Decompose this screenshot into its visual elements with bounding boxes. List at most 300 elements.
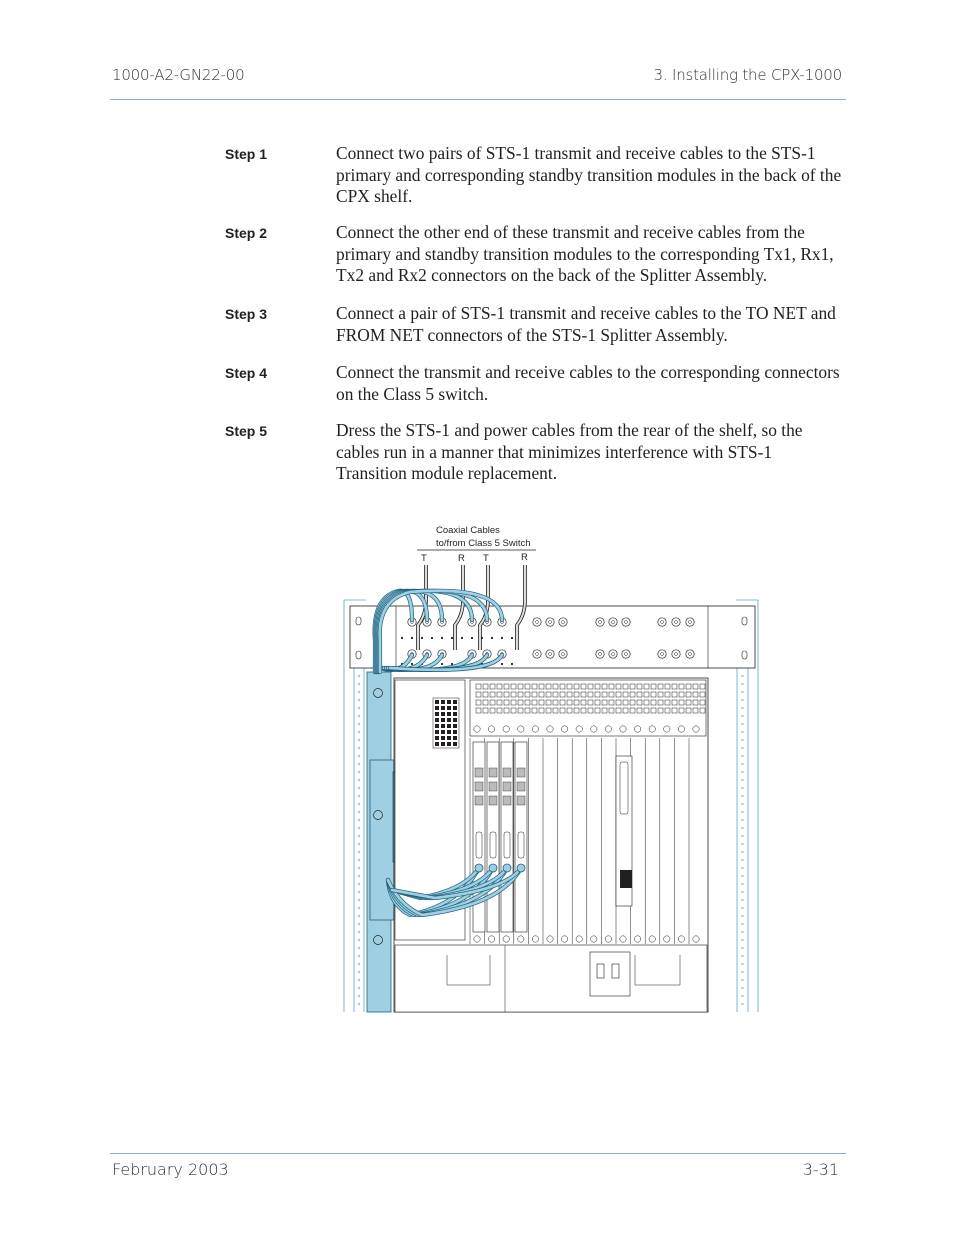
rail-hole (358, 723, 360, 725)
rail-hole (358, 915, 360, 917)
cable-end (503, 864, 511, 872)
vent-cell (609, 692, 614, 697)
panel-screw (491, 637, 493, 639)
vent-cell (658, 700, 663, 705)
rail-hole (358, 1003, 360, 1005)
rail-hole (742, 915, 744, 917)
rail-hole (742, 787, 744, 789)
vent-cell (504, 708, 509, 713)
slot-indicator (488, 726, 494, 732)
vent-cell (525, 684, 530, 689)
rail-hole (358, 891, 360, 893)
rail-hole (742, 691, 744, 693)
vent-cell (490, 684, 495, 689)
slot-indicator (620, 726, 626, 732)
vent-cell (539, 684, 544, 689)
vent-cell (651, 708, 656, 713)
vent-cell (483, 692, 488, 697)
vent-cell (679, 684, 684, 689)
grille-cell (435, 730, 439, 734)
grille-cell (453, 718, 457, 722)
slot-indicator (634, 936, 640, 942)
slot-indicator (561, 936, 567, 942)
grille-cell (441, 700, 445, 704)
rail-hole (742, 683, 744, 685)
vent-cell (518, 700, 523, 705)
vent-cell (609, 708, 614, 713)
rail-hole (358, 883, 360, 885)
rail-hole (358, 859, 360, 861)
rail-hole (742, 875, 744, 877)
vent-cell (644, 684, 649, 689)
vent-cell (553, 692, 558, 697)
vent-cell (567, 700, 572, 705)
panel-screw (461, 637, 463, 639)
grille-cell (447, 742, 451, 746)
module-port (503, 782, 511, 791)
rail-hole (358, 779, 360, 781)
vent-cell (532, 708, 537, 713)
rail-hole (742, 675, 744, 677)
vent-cell (511, 684, 516, 689)
vent-cell (511, 692, 516, 697)
rail-hole (742, 747, 744, 749)
grille-cell (453, 712, 457, 716)
module-port (517, 782, 525, 791)
vent-cell (693, 708, 698, 713)
vent-cell (630, 700, 635, 705)
panel-screw (411, 637, 413, 639)
grille-cell (441, 712, 445, 716)
grille-cell (441, 706, 445, 710)
rail-hole (742, 843, 744, 845)
header-chapter-title: 3. Installing the CPX-1000 (653, 66, 842, 84)
rail-hole (742, 939, 744, 941)
vent-cell (588, 700, 593, 705)
step-text: Connect a pair of STS-1 transmit and receive cables to the TO NET and FROM NET connectors of the STS-1 Splitter Assembly. (336, 303, 836, 345)
vent-cell (518, 708, 523, 713)
rail-hole (742, 779, 744, 781)
module-port (517, 768, 525, 777)
grille-cell (447, 712, 451, 716)
vent-cell (490, 708, 495, 713)
step-label: Step 5 (225, 423, 268, 439)
rail-hole (358, 867, 360, 869)
vent-cell (567, 708, 572, 713)
panel-screw (451, 637, 453, 639)
rail-hole (742, 763, 744, 765)
vent-cell (574, 700, 579, 705)
vent-cell (560, 684, 565, 689)
vent-cell (483, 684, 488, 689)
grille-cell (447, 706, 451, 710)
vent-cell (623, 700, 628, 705)
vent-cell (581, 692, 586, 697)
rail-hole (742, 731, 744, 733)
bnc-connector (546, 618, 554, 626)
panel-screw (441, 663, 443, 665)
vent-cell (630, 692, 635, 697)
vent-cell (539, 708, 544, 713)
step-label: Step 3 (225, 306, 268, 322)
grille-cell (435, 706, 439, 710)
rail-hole (358, 907, 360, 909)
footer-page-number: 3-31 (802, 1160, 839, 1179)
vent-cell (581, 708, 586, 713)
rail-hole (742, 707, 744, 709)
vent-cell (560, 700, 565, 705)
rail-hole (358, 987, 360, 989)
step-label: Step 4 (225, 365, 268, 381)
vent-cell (490, 692, 495, 697)
rail-hole (742, 739, 744, 741)
rail-hole (358, 675, 360, 677)
vent-cell (602, 700, 607, 705)
vent-cell (539, 692, 544, 697)
rail-hole (358, 803, 360, 805)
step-text: Connect two pairs of STS-1 transmit and receive cables to the STS-1 primary and corresponding standby transition modules in the back of the CPX shelf. (336, 143, 842, 206)
vent-cell (602, 684, 607, 689)
vent-cell (672, 700, 677, 705)
rail-hole (358, 811, 360, 813)
panel-screw (511, 663, 513, 665)
vent-cell (637, 692, 642, 697)
vent-cell (623, 708, 628, 713)
vent-cell (595, 700, 600, 705)
vent-cell (616, 684, 621, 689)
vent-cell (560, 692, 565, 697)
slot-indicator (547, 936, 553, 942)
footer-date: February 2003 (112, 1160, 229, 1179)
slot-indicator (591, 936, 597, 942)
grille-cell (441, 742, 445, 746)
rail-hole (358, 955, 360, 957)
vent-cell (483, 700, 488, 705)
rail-hole (358, 971, 360, 973)
vent-cell (686, 692, 691, 697)
vent-cell (546, 708, 551, 713)
cable-end (517, 864, 525, 872)
vent-cell (616, 692, 621, 697)
vent-cell (588, 708, 593, 713)
step-label: Step 2 (225, 225, 268, 241)
slot-indicator (693, 936, 699, 942)
vent-cell (630, 708, 635, 713)
slot-indicator (503, 936, 509, 942)
rail-hole (742, 955, 744, 957)
vent-cell (686, 700, 691, 705)
vent-cell (651, 700, 656, 705)
slot-indicator (518, 936, 524, 942)
rail-hole (742, 971, 744, 973)
vent-cell (595, 684, 600, 689)
rail-hole (358, 731, 360, 733)
sts1-transition-modules (473, 742, 527, 932)
vent-cell (546, 700, 551, 705)
vent-cell (581, 684, 586, 689)
grille-cell (453, 706, 457, 710)
panel-screw (441, 637, 443, 639)
module-port (475, 768, 483, 777)
slot-indicator (532, 936, 538, 942)
vent-cell (490, 700, 495, 705)
bnc-connector (686, 618, 694, 626)
step-text: Connect the transmit and receive cables to the corresponding connectors on the Class 5 switch. (336, 362, 840, 404)
vent-cell (658, 684, 663, 689)
rail-hole (358, 755, 360, 757)
rail-hole (742, 811, 744, 813)
rail-hole (358, 691, 360, 693)
vent-cell (672, 684, 677, 689)
bnc-connector (672, 650, 680, 658)
rail-hole (742, 979, 744, 981)
vent-cell (553, 684, 558, 689)
slot-indicator (576, 726, 582, 732)
bnc-connector (596, 650, 604, 658)
vent-cell (700, 700, 705, 705)
rail-hole (742, 923, 744, 925)
vent-cell (476, 684, 481, 689)
rail-hole (742, 907, 744, 909)
rail-hole (358, 795, 360, 797)
bnc-connector (672, 618, 680, 626)
vent-cell (539, 700, 544, 705)
vent-cell (504, 684, 509, 689)
vent-cell (476, 692, 481, 697)
vent-cell (525, 708, 530, 713)
slot-indicator (503, 726, 509, 732)
vent-cell (651, 692, 656, 697)
vent-cell (560, 708, 565, 713)
rail-hole (742, 899, 744, 901)
rail-hole (358, 843, 360, 845)
vent-cell (651, 684, 656, 689)
rail-hole (358, 835, 360, 837)
rail-hole (742, 947, 744, 949)
bnc-connector (559, 618, 567, 626)
rail-hole (358, 963, 360, 965)
grille-cell (447, 724, 451, 728)
vent-cell (553, 700, 558, 705)
vent-cell (679, 708, 684, 713)
slot-indicator (634, 726, 640, 732)
rail-hole (358, 707, 360, 709)
vent-cell (609, 684, 614, 689)
slot-indicator (591, 726, 597, 732)
rail-hole (742, 803, 744, 805)
rail-hole (358, 699, 360, 701)
module-port (475, 796, 483, 805)
module-port (489, 768, 497, 777)
module-port (475, 782, 483, 791)
vent-cell (700, 708, 705, 713)
panel-screw (421, 637, 423, 639)
rail-hole (742, 835, 744, 837)
grille-cell (453, 742, 457, 746)
vent-cell (665, 692, 670, 697)
bnc-connector (533, 650, 541, 658)
vent-cell (574, 684, 579, 689)
vent-cell (658, 708, 663, 713)
slot-indicator (649, 936, 655, 942)
figure-caption-line2: to/from Class 5 Switch (436, 538, 531, 549)
grille-cell (447, 736, 451, 740)
rail-hole (742, 995, 744, 997)
rail-hole (358, 763, 360, 765)
panel-screw (501, 663, 503, 665)
rail-hole (358, 827, 360, 829)
cable-end (475, 864, 483, 872)
rail-hole (742, 963, 744, 965)
vent-cell (672, 692, 677, 697)
rail-hole (742, 699, 744, 701)
slot-indicator (518, 726, 524, 732)
rail-hole (742, 827, 744, 829)
panel-screw (511, 637, 513, 639)
rail-hole (742, 819, 744, 821)
rail-hole (358, 739, 360, 741)
grille-cell (453, 700, 457, 704)
slot-indicator (605, 726, 611, 732)
vent-cell (525, 692, 530, 697)
bnc-connector (622, 650, 630, 658)
vent-cell (693, 692, 698, 697)
vent-cell (595, 708, 600, 713)
rail-hole (742, 755, 744, 757)
rail-hole (742, 1003, 744, 1005)
rail-hole (358, 787, 360, 789)
slot-indicator (576, 936, 582, 942)
rail-hole (742, 931, 744, 933)
vent-cell (686, 684, 691, 689)
slot-indicator (488, 936, 494, 942)
vent-cell (637, 700, 642, 705)
slot-indicator (474, 936, 480, 942)
vent-cell (532, 700, 537, 705)
bnc-connector (658, 650, 666, 658)
header-rule (110, 99, 846, 100)
rail-hole (742, 987, 744, 989)
step-label: Step 1 (225, 146, 268, 162)
cable-label-r2: R (521, 552, 528, 563)
slot-indicator (532, 726, 538, 732)
grille-cell (435, 724, 439, 728)
vent-cell (665, 708, 670, 713)
bnc-connector (559, 650, 567, 658)
bnc-connector (658, 618, 666, 626)
panel-screw (451, 663, 453, 665)
rail-hole (742, 859, 744, 861)
vent-cell (497, 692, 502, 697)
rail-hole (358, 931, 360, 933)
cable-label-r1: R (458, 553, 465, 564)
rail-hole (358, 939, 360, 941)
slot-indicator (664, 936, 670, 942)
grille-cell (435, 712, 439, 716)
vent-cell (637, 684, 642, 689)
vent-cell (532, 684, 537, 689)
vent-cell (497, 700, 502, 705)
rail-hole (358, 851, 360, 853)
vent-cell (679, 692, 684, 697)
vent-cell (693, 684, 698, 689)
rail-hole (358, 979, 360, 981)
grille-cell (441, 736, 445, 740)
vent-cell (574, 708, 579, 713)
module-port (489, 782, 497, 791)
grille-cell (453, 736, 457, 740)
vent-cell (658, 692, 663, 697)
grille-cell (441, 730, 445, 734)
grille-cell (435, 742, 439, 746)
vent-cell (644, 692, 649, 697)
rail-hole (358, 771, 360, 773)
module-port (503, 796, 511, 805)
grille-cell (435, 736, 439, 740)
module-port (517, 796, 525, 805)
bnc-connector (622, 618, 630, 626)
rail-hole (358, 947, 360, 949)
slot-indicator (474, 726, 480, 732)
grille-cell (447, 700, 451, 704)
rail-hole (358, 899, 360, 901)
rail-hole (742, 723, 744, 725)
vent-cell (511, 708, 516, 713)
panel-screw (471, 637, 473, 639)
rail-hole (742, 867, 744, 869)
rail-hole (358, 715, 360, 717)
bnc-connector (609, 618, 617, 626)
vent-cell (546, 692, 551, 697)
vent-cell (546, 684, 551, 689)
rail-hole (742, 883, 744, 885)
rail-hole (742, 715, 744, 717)
vent-cell (665, 700, 670, 705)
vent-cell (504, 692, 509, 697)
bnc-connector (609, 650, 617, 658)
rail-hole (358, 995, 360, 997)
cable-end (489, 864, 497, 872)
vent-cell (616, 708, 621, 713)
step-text: Connect the other end of these transmit and receive cables from the primary and standby transition modules to the corresponding Tx1, Rx1, Tx2 and Rx2 connectors on the back of the Splitter Assembly. (336, 222, 834, 285)
cable-label-t1: T (421, 553, 427, 564)
grille-cell (447, 730, 451, 734)
vent-cell (602, 692, 607, 697)
slot-indicator (678, 936, 684, 942)
vent-cell (511, 700, 516, 705)
slot-indicator (547, 726, 553, 732)
vent-cell (616, 700, 621, 705)
grille-cell (441, 724, 445, 728)
vent-cell (602, 708, 607, 713)
vent-cell (581, 700, 586, 705)
shelf-cabling-diagram (340, 520, 760, 1015)
bnc-connector (596, 618, 604, 626)
rail-hole (358, 747, 360, 749)
vent-cell (623, 684, 628, 689)
rail-hole (742, 851, 744, 853)
vent-cell (497, 684, 502, 689)
vent-cell (504, 700, 509, 705)
vent-cell (567, 684, 572, 689)
slot-indicator (620, 936, 626, 942)
bnc-connector (686, 650, 694, 658)
panel-screw (501, 637, 503, 639)
vent-cell (686, 708, 691, 713)
rail-hole (742, 771, 744, 773)
slot-indicator (649, 726, 655, 732)
vent-cell (700, 692, 705, 697)
